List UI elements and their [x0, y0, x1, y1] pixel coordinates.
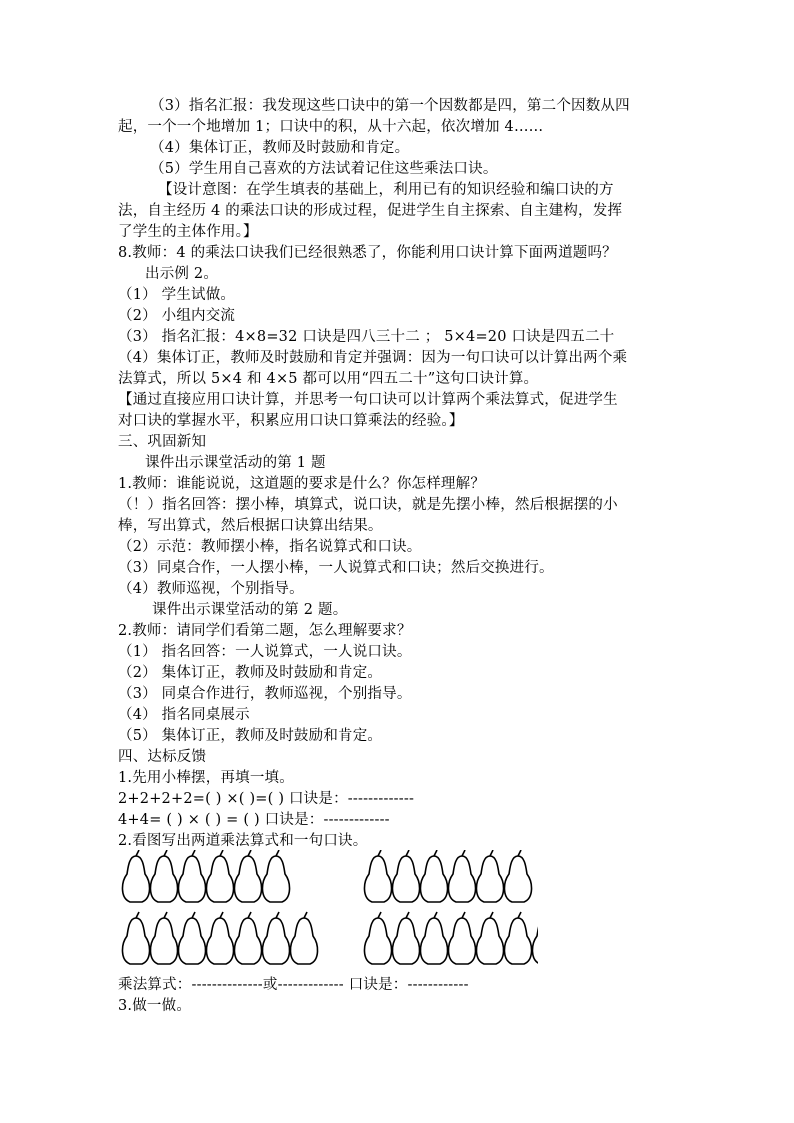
pear-stem-icon	[462, 850, 465, 856]
text-line: （2）示范：教师摆小棒，指名说算式和口诀。	[118, 539, 422, 555]
pear-stem-icon	[276, 912, 279, 918]
text-line: 对口诀的掌握水平，积累应用口诀口算乘法的经验。】	[118, 413, 464, 429]
pear-icon	[364, 856, 391, 902]
pear-icon	[122, 856, 149, 902]
text-line: 起，一个一个地增加 1；口诀中的积，从十六起，依次增加 4……	[118, 119, 544, 135]
pear-stem-icon	[164, 912, 167, 918]
text-line: 1.教师：谁能说说，这道题的要求是什么？你怎样理解？	[118, 476, 486, 492]
pear-stem-icon	[304, 912, 307, 918]
pear-icon	[448, 918, 475, 964]
pear-stem-icon	[462, 912, 465, 918]
text-line: （4）教师巡视，个别指导。	[118, 581, 304, 597]
pear-icon	[420, 918, 447, 964]
section-heading: 三、巩固新知	[118, 434, 207, 450]
pear-stem-icon	[192, 912, 195, 918]
text-line: （1） 学生试做。	[118, 287, 236, 303]
pear-icon	[392, 856, 419, 902]
text-line: （4） 指名同桌展示	[118, 707, 250, 723]
text-line: （3） 指名汇报：4×8=32 口诀是四八三十二 ； 5×4=20 口诀是四五二十	[118, 329, 615, 345]
pear-stem-icon	[136, 850, 139, 856]
text-line: 8.教师：4 的乘法口诀我们已经很熟悉了，你能利用口诀计算下面两道题吗？	[118, 245, 617, 261]
pear-icon	[476, 856, 503, 902]
pear-icon	[290, 918, 317, 964]
pear-icon	[504, 918, 531, 964]
pear-icon	[234, 918, 261, 964]
pear-stem-icon	[518, 850, 521, 856]
pear-stem-icon	[434, 850, 437, 856]
pear-icon	[420, 856, 447, 902]
text-line: 2.教师：请同学们看第二题，怎么理解要求？	[118, 623, 412, 639]
text-line: （！）指名回答：摆小棒，填算式，说口诀，就是先摆小棒，然后根据摆的小	[118, 497, 618, 513]
text-line: （3） 同桌合作进行，教师巡视，个别指导。	[118, 686, 412, 702]
pear-icon	[178, 918, 205, 964]
pear-icon	[476, 918, 503, 964]
pear-icon	[234, 856, 261, 902]
pear-stem-icon	[248, 850, 251, 856]
pear-stem-icon	[164, 850, 167, 856]
text-line: （4）集体订正，教师及时鼓励和肯定并强调：因为一句口诀可以计算出两个乘	[118, 350, 628, 366]
text-line: 课件出示课堂活动的第 1 题	[145, 455, 326, 471]
pear-stem-icon	[490, 850, 493, 856]
pear-stem-icon	[378, 912, 381, 918]
pear-icon	[150, 856, 177, 902]
pear-stem-icon	[490, 912, 493, 918]
text-line: （5） 集体订正，教师及时鼓励和肯定。	[118, 728, 383, 744]
exercise-line: 4+4= ( ) × ( ) = ( ) 口诀是：-------------	[118, 812, 390, 828]
answer-line: 乘法算式：--------------或------------- 口诀是：------------	[118, 977, 469, 993]
pear-icon	[206, 918, 233, 964]
text-line: 法，自主经历 4 的乘法口诀的形成过程，促进学生自主探索、自主建构，发挥	[118, 203, 623, 219]
text-line: （2） 小组内交流	[118, 308, 236, 324]
text-line: 【通过直接应用口诀计算，并思考一句口诀可以计算两个乘法算式，促进学生	[118, 392, 618, 408]
pear-icon	[150, 918, 177, 964]
pear-stem-icon	[434, 912, 437, 918]
pear-icon	[364, 918, 391, 964]
pear-stem-icon	[220, 912, 223, 918]
pear-icon	[206, 856, 233, 902]
text-line: （3）同桌合作，一人摆小棒，一人说算式和口诀；然后交换进行。	[118, 560, 554, 576]
pear-figure	[118, 850, 538, 970]
text-line: 【设计意图：在学生填表的基础上，利用已有的知识经验和编口诀的方	[158, 182, 614, 198]
text-line: 2.看图写出两道乘法算式和一句口诀。	[118, 833, 368, 849]
text-line: 棒，写出算式，然后根据口诀算出结果。	[118, 518, 383, 534]
pear-stem-icon	[378, 850, 381, 856]
pear-stem-icon	[406, 912, 409, 918]
text-line: （3）指名汇报：我发现这些口诀中的第一个因数都是四，第二个因数从四	[150, 98, 630, 114]
text-line: 3.做一做。	[118, 998, 192, 1014]
text-line: 了学生的主体作用。】	[118, 224, 258, 240]
pear-icon	[262, 856, 289, 902]
text-line: 课件出示课堂活动的第 2 题。	[152, 602, 348, 618]
exercise-line: 2+2+2+2=( ) ×( )=( ) 口诀是：-------------	[118, 791, 415, 807]
text-line: 出示例 2。	[145, 266, 219, 282]
text-line: 1.先用小棒摆，再填一填。	[118, 770, 294, 786]
pear-icon	[504, 856, 531, 902]
text-line: （2） 集体订正，教师及时鼓励和肯定。	[118, 665, 383, 681]
pear-stem-icon	[220, 850, 223, 856]
section-heading: 四、达标反馈	[118, 749, 207, 765]
pear-stem-icon	[136, 912, 139, 918]
pear-icon	[392, 918, 419, 964]
pear-icon	[262, 918, 289, 964]
pear-stem-icon	[192, 850, 195, 856]
pear-icon	[178, 856, 205, 902]
pear-icon	[532, 918, 538, 964]
pear-stem-icon	[276, 850, 279, 856]
text-line: （5）学生用自己喜欢的方法试着记住这些乘法口诀。	[150, 161, 498, 177]
text-line: 法算式，所以 5×4 和 4×5 都可以用“四五二十”这句口诀计算。	[118, 371, 539, 387]
text-line: （4）集体订正，教师及时鼓励和肯定。	[150, 140, 410, 156]
text-line: （1） 指名回答：一人说算式，一人说口诀。	[118, 644, 412, 660]
pear-stem-icon	[406, 850, 409, 856]
pear-stem-icon	[518, 912, 521, 918]
pear-icon	[122, 918, 149, 964]
pear-icon	[448, 856, 475, 902]
pear-stem-icon	[248, 912, 251, 918]
